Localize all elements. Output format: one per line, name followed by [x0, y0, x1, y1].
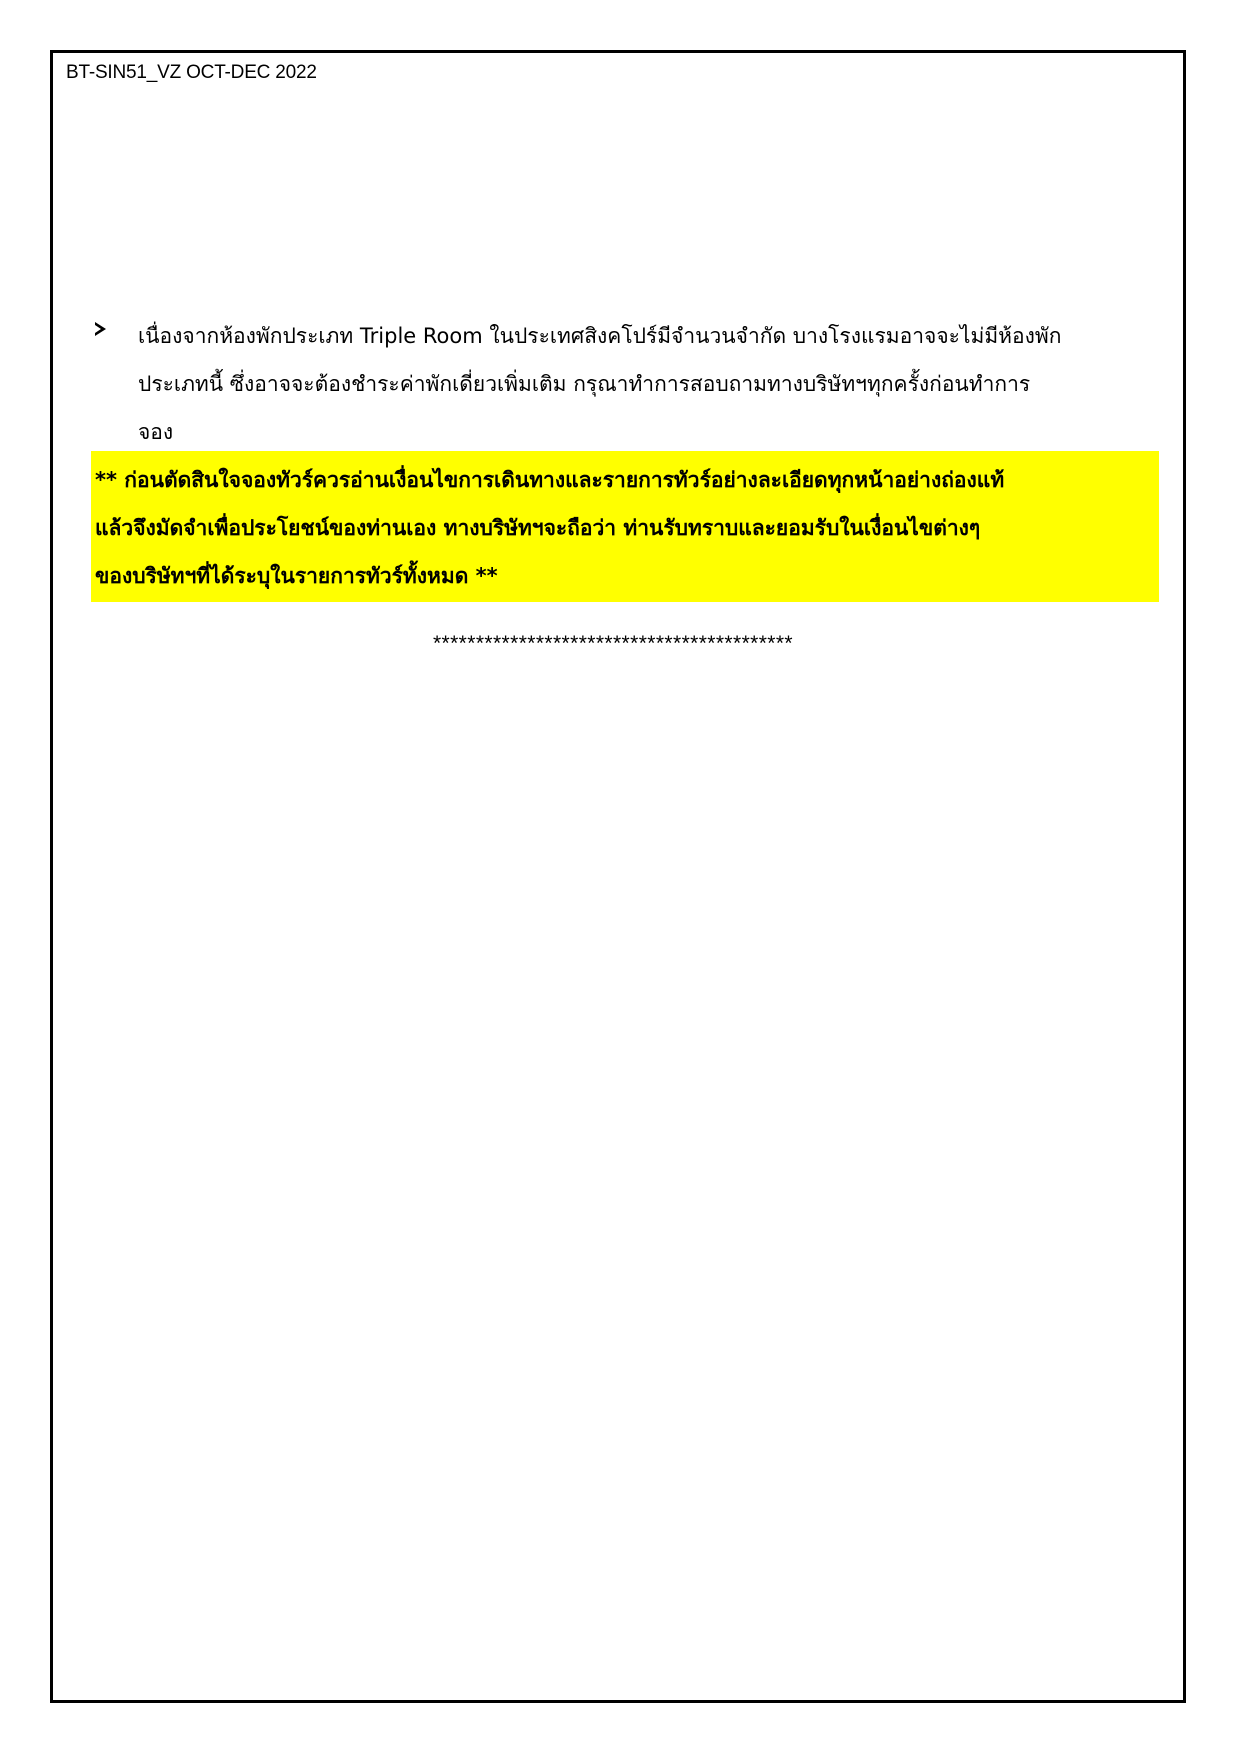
- document-code: BT-SIN51_VZ OCT-DEC 2022: [66, 62, 317, 83]
- note-line: ประเภทนี้ ซึ่งอาจจะต้องชำระค่าพักเดี่ยวเพิ่มเติม กรุณาทำการสอบถามทางบริษัทฯทุกครั้งก่อนทำการ: [138, 372, 1031, 396]
- triple-room-note-text: [138, 312, 1153, 456]
- notice-line: ของบริษัทฯที่ได้ระบุในรายการทัวร์ทั้งหมด **: [95, 564, 498, 588]
- triple-room-note: [95, 312, 1155, 456]
- note-line: จอง: [138, 420, 174, 444]
- booking-notice: [95, 456, 1155, 600]
- page-border: [50, 50, 1186, 1703]
- arrow-bullet-icon: [95, 322, 106, 336]
- note-line: เนื่องจากห้องพักประเภท Triple Room ในประเทศสิงคโปร์มีจำนวนจำกัด บางโรงแรมอาจจะไม่มีห้องพัก: [138, 324, 1062, 348]
- section-separator: ******************************************: [432, 632, 794, 655]
- notice-line: ** ก่อนตัดสินใจจองทัวร์ควรอ่านเงื่อนไขการเดินทางและรายการทัวร์อย่างละเอียดทุกหน้าอย่างถ่องแท้: [95, 468, 1005, 492]
- notice-line: แล้วจึงมัดจำเพื่อประโยชน์ของท่านเอง ทางบริษัทฯจะถือว่า ท่านรับทราบและยอมรับในเงื่อนไขต่างๆ: [95, 516, 981, 540]
